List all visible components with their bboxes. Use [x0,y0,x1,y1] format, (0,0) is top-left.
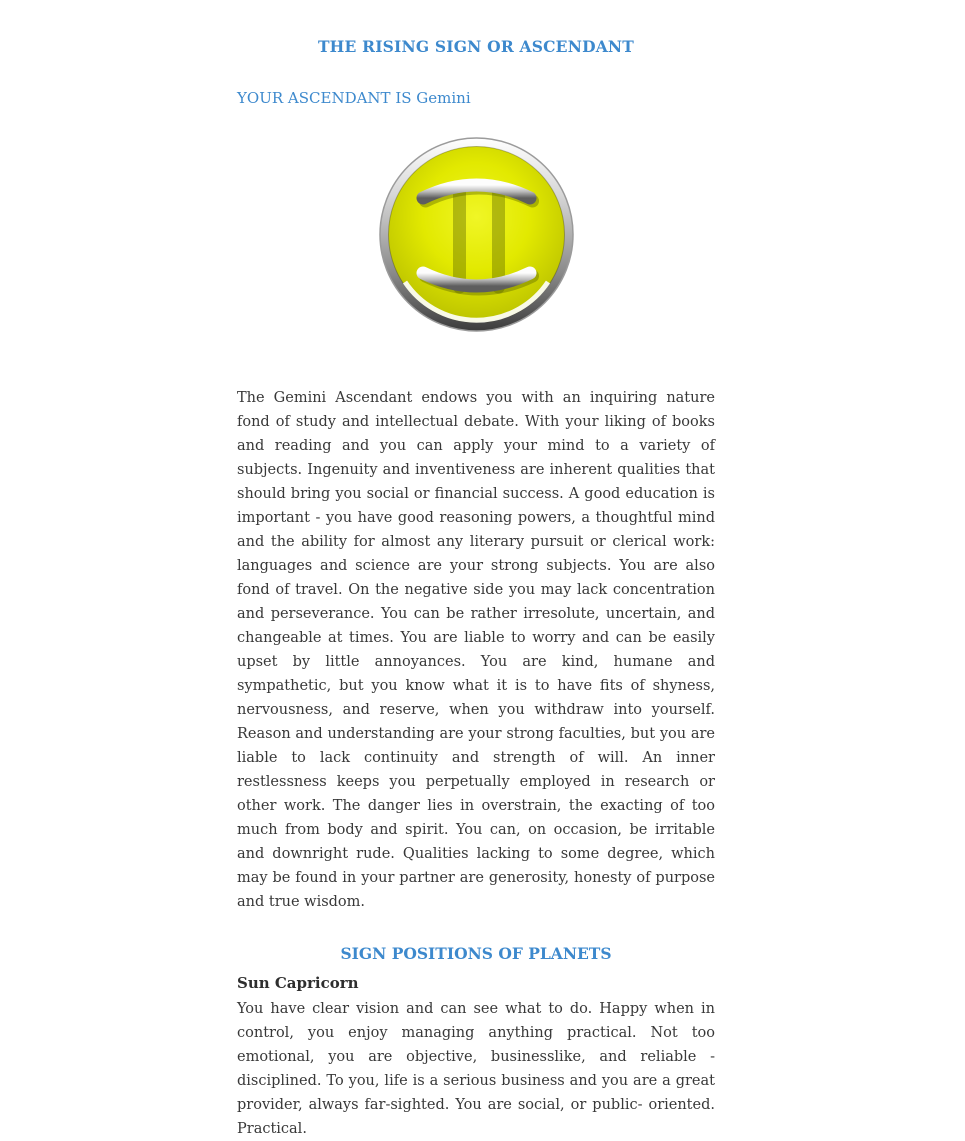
gemini-badge-container [237,132,715,337]
report-page [237,0,715,1141]
planet-position-label: Sun Capricorn [237,974,359,992]
gemini-zodiac-icon [377,132,576,337]
planets-section-heading: SIGN POSITIONS OF PLANETS [340,944,612,963]
planet-position-description: You have clear vision and can see what to do. Happy when in control, you enjoy managing anything practical. Not too emotional, you are objective, businesslike, and reliable - disciplined. To you, life is a serious business and you are a great provider, always far-sighted. You are social, or public- oriented. Practical. [237,1001,715,1137]
ascendant-description: The Gemini Ascendant endows you with an inquiring nature fond of study and intellectual debate. With your liking of books and reading and you can apply your mind to a variety of subjects. Ingenuity and inventiveness are inherent qualities that should bring you social or financial success. A good education is important - you have good reasoning powers, a thoughtful mind and the ability for almost any literary pursuit or clerical work: languages and science are your strong subjects. You are also fond of travel. On the negative side you may lack concentration and perseverance. You can be rather irresolute, uncertain, and changeable at times. You are liable to worry and can be easily upset by little annoyances. You are kind, humane and sympathetic, but you know what it is to have fits of shyness, nervousness, and reserve, when you withdraw into yourself. Reason and understanding are your strong faculties, but you are liable to lack continuity and strength of will. An inner restlessness keeps you perpetually employed in research or other work. The danger lies in overstrain, the exacting of too much from body and spirit. You can, on occasion, be irritable and downright rude. Qualities lacking to some degree, which may be found in your partner are generosity, honesty of purpose and true wisdom. [237,390,715,910]
page-title: THE RISING SIGN OR ASCENDANT [317,37,635,56]
ascendant-result-line: YOUR ASCENDANT IS Gemini [237,89,471,107]
